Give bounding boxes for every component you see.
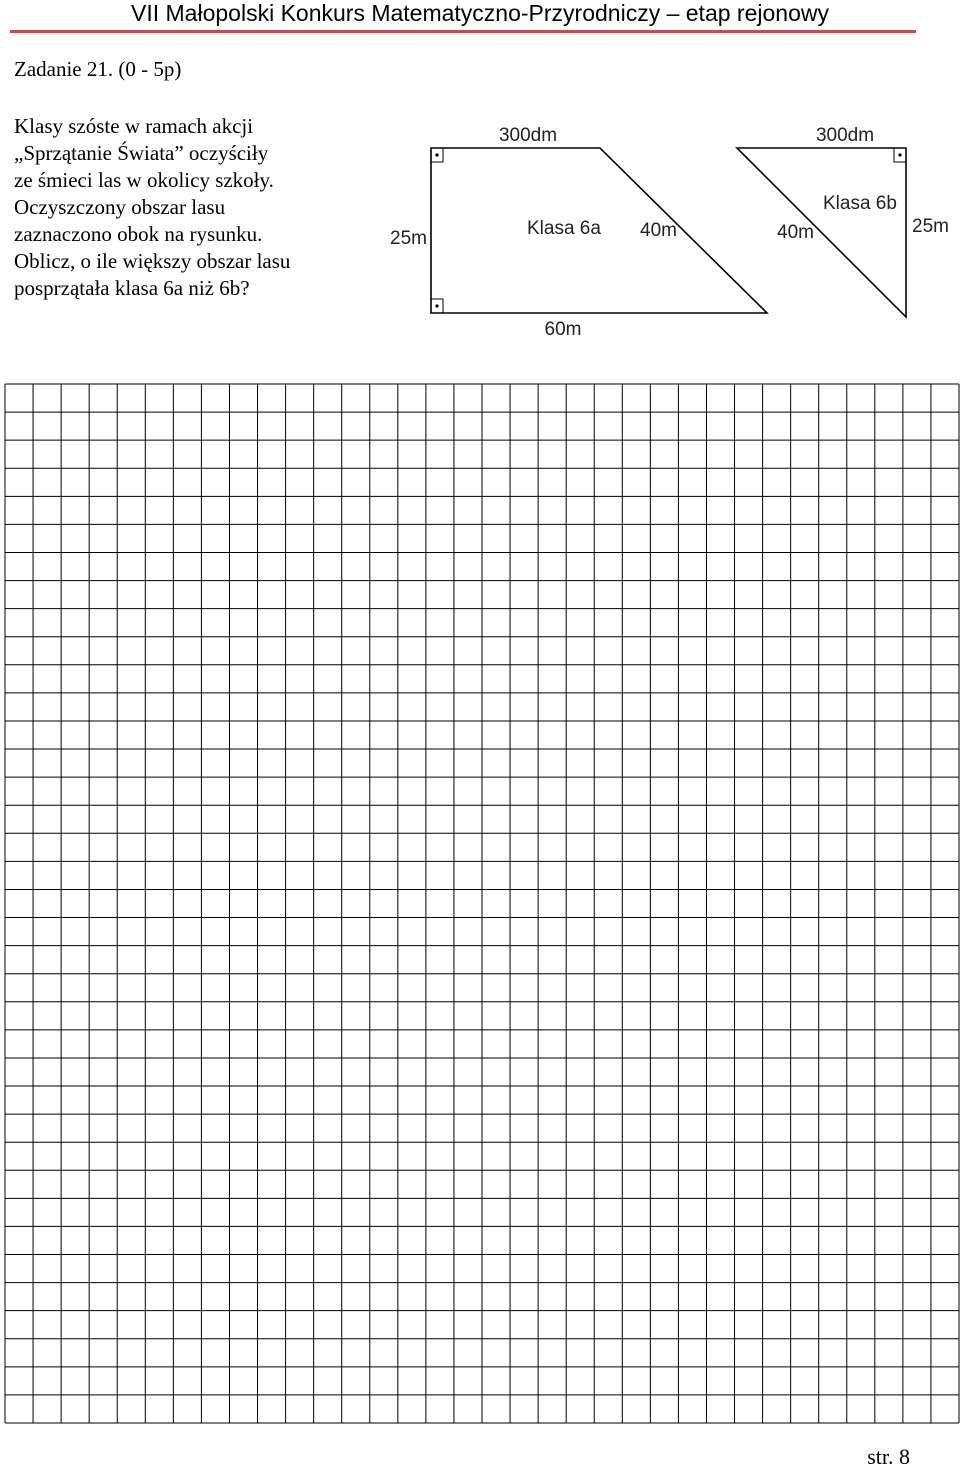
triangle-top-label: 300dm [815,125,875,146]
task-line: Oczyszczony obszar lasu [14,195,226,219]
task-line: „Sprzątanie Świata” oczyściły [14,141,269,165]
task-line: ze śmieci las w okolicy szkoły. [14,168,274,192]
triangle-right-label: 25m [912,216,949,237]
trapezoid-top-label: 300dm [498,125,558,146]
right-angle-dot [435,153,438,156]
trapezoid-name-label: Klasa 6a [527,218,601,239]
header-rule [10,30,916,33]
task-line: Oblicz, o ile większy obszar lasu [14,249,291,273]
right-angle-dot [435,304,438,307]
right-angle-dot [898,153,901,156]
task-line: zaznaczono obok na rysunku. [14,222,263,246]
forest-figure [380,115,960,345]
trapezoid-6a [390,125,767,340]
trapezoid-left-label: 25m [390,228,427,249]
trapezoid-slant-label: 40m [640,220,677,241]
triangle-name-label: Klasa 6b [823,193,897,214]
trapezoid-bottom-label: 60m [544,319,582,340]
triangle-6b [737,125,949,317]
task-text [14,113,374,302]
header-title: VII Małopolski Konkurs Matematyczno-Przyrodniczy – etap rejonowy [131,0,829,26]
page-number: str. 8 [867,1444,910,1469]
task-line: posprzątała klasa 6a niż 6b? [14,276,250,300]
triangle-outline [737,148,906,317]
task-title: Zadanie 21. (0 - 5p) [14,57,182,81]
task-line: Klasy szóste w ramach akcji [14,114,254,138]
squared-answer-grid [4,383,960,1424]
triangle-slant-label: 40m [777,222,814,243]
